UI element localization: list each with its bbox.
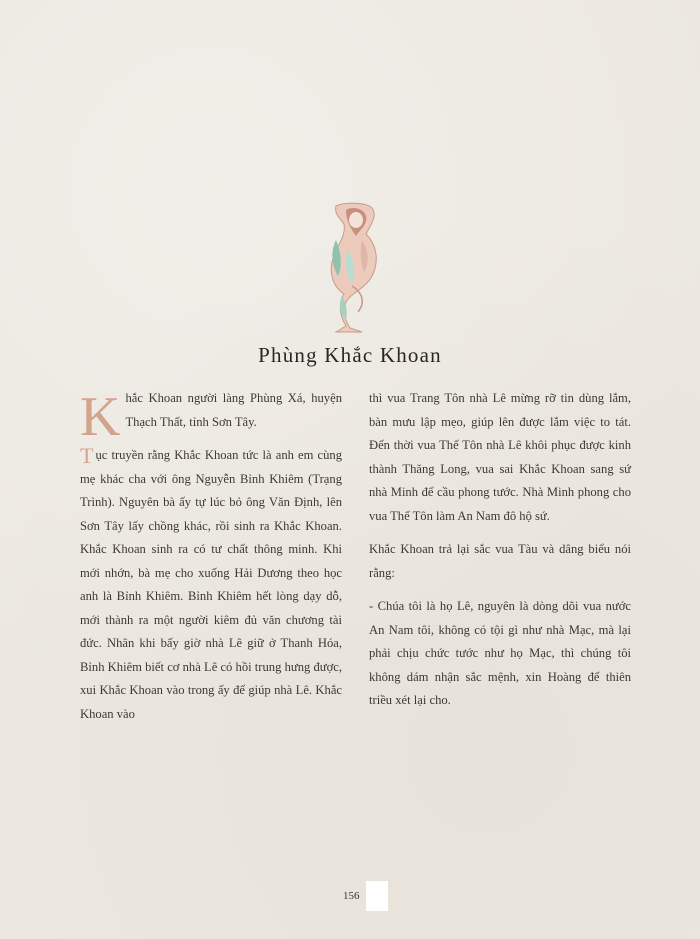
right-column <box>369 387 631 723</box>
paragraph-text: hắc Khoan người làng Phùng Xá, huyện Thạch Thất, tỉnh Sơn Tây. <box>125 391 342 429</box>
paragraph: thì vua Trang Tôn nhà Lê mừng rỡ tin dùng lắm, bàn mưu lập mẹo, giúp lên được lắm việc to tát. Đến thời vua Thế Tôn nhà Lê khôi phục được kinh thành Thăng Long, vua sai Khắc Khoan sang sứ nhà Minh để cầu phong tước. Nhà Minh phong cho vua Thế Tôn làm An Nam đô hộ sứ. <box>369 391 631 523</box>
left-column <box>80 387 342 736</box>
drop-cap: K <box>80 386 120 448</box>
decorative-letter-ornament <box>322 200 382 336</box>
chapter-title: Phùng Khắc Khoan <box>258 343 442 367</box>
paragraph: Khắc Khoan trả lại sắc vua Tàu và dâng biểu nói rằng: <box>369 542 631 580</box>
paragraph-text: ục truyền rằng Khắc Khoan tức là anh em cùng mẹ khác cha với ông Nguyễn Bỉnh Khiêm (Trạng Trình). Nguyên bà ấy tự lúc bỏ ông Văn Định, lên Sơn Tây lấy chồng khác, rồi sinh ra Khắc Khoan. Khắc Khoan sinh ra có tư chất thông minh. Khi mới nhớn, bà mẹ cho xuống Hải Dương theo học anh là Bỉnh Khiêm. Bỉnh Khiêm hết lòng dạy dỗ, mới thành ra một người kiêm đủ văn chương tài đức. Nhân khi bấy giờ nhà Lê giữ ở Thanh Hóa, Bỉnh Khiêm biết cơ nhà Lê có hồi trung hưng được, xui Khắc Khoan vào trong ấy để giúp nhà Lê. Khắc Khoan vào <box>80 448 342 721</box>
drop-cap-small: T <box>80 443 94 468</box>
page-tab-marker <box>366 881 388 911</box>
paragraph: - Chúa tôi là họ Lê, nguyên là dòng dõi vua nước An Nam tôi, không có tội gì như nhà Mạc, mà lại phải chịu chức tước như họ Mạc, thì chúng tôi không dám nhận sắc mệnh, xin Hoàng đế thiên triều xét lại cho. <box>369 599 631 707</box>
paragraph <box>80 386 342 448</box>
paragraph <box>80 444 342 726</box>
page-number: 156 <box>343 890 360 902</box>
